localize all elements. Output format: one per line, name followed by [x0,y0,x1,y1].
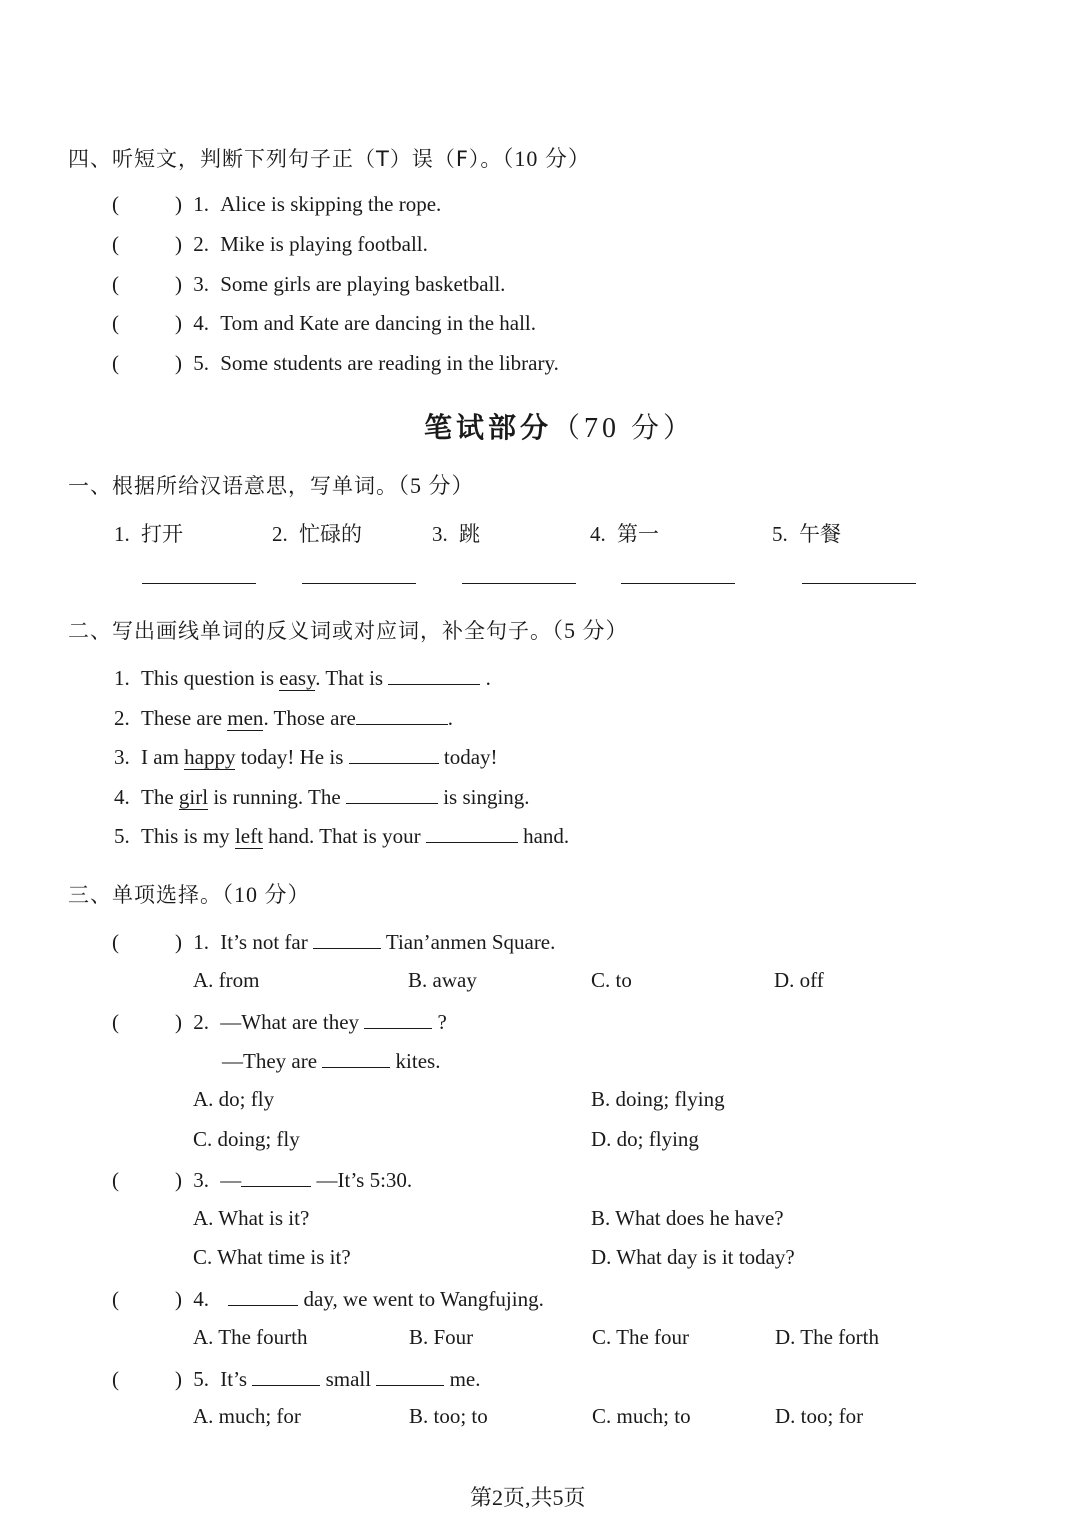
answer-line-4[interactable] [621,583,735,584]
sec1-heading-text: 一、根据所给汉语意思，写单词。 [68,474,398,498]
answer-paren-close: ) [175,311,182,335]
sentence-part: is singing. [437,785,530,809]
answer-paren-open: ( [112,351,119,375]
answer-blank[interactable] [313,928,381,949]
sentence-part: I am [141,745,185,769]
question-text: —They are [222,1049,323,1073]
item-text: Tom and Kate are dancing in the hall. [220,311,536,335]
answer-line-3[interactable] [462,583,576,584]
answer-blank[interactable] [388,664,480,685]
sentence-part: This is my [141,824,235,848]
sentence-part: . That is [315,666,389,690]
sec3-q3-option-c[interactable]: C. What time is it? [193,1245,351,1269]
sec3-q5-option-a[interactable]: A. much; for [193,1404,301,1428]
question-number: 2. [193,1010,209,1034]
part4-item-4 [112,311,536,336]
item-number: 4. [114,785,130,809]
sec1-item-2 [272,518,362,548]
item-number: 5. [114,824,130,848]
answer-paren-open: ( [112,192,119,216]
sec1-item-5 [772,518,841,548]
item-number: 3. [193,272,209,296]
underlined-word: easy [279,666,316,690]
sec1-heading [68,469,475,500]
written-section-title [424,406,695,446]
question-text: It’s not far [220,930,313,954]
sec2-item-5 [114,822,569,849]
part4-item-2 [112,232,428,257]
sec3-heading-text: 三、单项选择。 [68,883,222,907]
sec3-q3-option-b[interactable]: B. What does he have? [591,1206,784,1230]
answer-paren-close: ) [175,232,182,256]
answer-blank[interactable] [241,1166,311,1187]
question-number: 4. [193,1287,209,1311]
question-number: 1. [193,930,209,954]
sentence-part: is running. The [208,785,346,809]
sec1-item-1 [114,518,183,548]
question-number: 5. [193,1367,209,1391]
sec2-item-4 [114,783,530,810]
sec3-q5-option-d[interactable]: D. too; for [775,1404,864,1428]
item-number: 2. [114,706,130,730]
question-text: day, we went to Wangfujing. [298,1287,544,1311]
sec3-q3-option-a[interactable]: A. What is it? [193,1206,310,1230]
sec3-q2 [112,1008,447,1035]
answer-paren-close: ) [175,351,182,375]
sec3-q4-option-b[interactable]: B. Four [409,1325,474,1349]
sec3-q1-option-b[interactable]: B. away [408,968,477,992]
sec2-heading [68,614,629,645]
sec3-q5-option-b[interactable]: B. too; to [409,1404,488,1428]
sentence-part: This question is [141,666,280,690]
item-number: 2. [272,522,288,546]
answer-paren-open: ( [112,311,119,335]
answer-paren-open: ( [112,1367,119,1391]
answer-paren-close: ) [175,272,182,296]
sentence-part: . [480,666,491,690]
item-text: 忙碌的 [299,522,362,546]
question-text: ? [432,1010,447,1034]
question-text: —It’s 5:30. [311,1168,413,1192]
part4-item-3 [112,272,505,297]
item-text: 跳 [459,522,480,546]
part4-heading [68,142,591,173]
answer-paren-open: ( [112,1168,119,1192]
answer-paren-close: ) [175,930,182,954]
sec3-q1-option-d[interactable]: D. off [774,968,824,992]
item-number: 3. [114,745,130,769]
answer-blank[interactable] [252,1365,320,1386]
sentence-part: today! [438,745,498,769]
underlined-word: left [234,824,263,848]
sec2-item-2 [114,704,453,731]
item-number: 5. [772,522,788,546]
item-number: 2. [193,232,209,256]
answer-line-5[interactable] [802,583,916,584]
sentence-part: hand. That is your [262,824,426,848]
item-number: 4. [193,311,209,335]
sec3-q2-option-a[interactable]: A. do; fly [193,1087,275,1111]
question-text: Tian’anmen Square. [380,930,556,954]
sec1-item-4 [590,518,659,548]
answer-paren-close: ) [175,1010,182,1034]
sec3-q2-option-d[interactable]: D. do; flying [591,1127,699,1151]
written-title-text: 笔试部分 [424,411,553,444]
sentence-part: . Those are [263,706,356,730]
answer-paren-open: ( [112,1287,119,1311]
sec3-q4-option-c[interactable]: C. The four [592,1325,690,1349]
answer-paren-close: ) [175,1367,182,1391]
sec3-q5-option-c[interactable]: C. much; to [592,1404,691,1428]
item-text: Alice is skipping the rope. [220,192,442,216]
question-text: kites. [390,1049,441,1073]
answer-blank[interactable] [228,1285,298,1306]
item-text: Some girls are playing basketball. [220,272,506,296]
written-score: （70 分） [552,413,696,444]
item-number: 1. [114,666,130,690]
item-text: Mike is playing football. [220,232,428,256]
answer-paren-open: ( [112,272,119,296]
sec2-score: （5 分） [552,618,629,643]
answer-blank[interactable] [356,704,448,725]
answer-blank[interactable] [376,1365,444,1386]
sentence-part: The [141,785,179,809]
part4-heading-text: 四、听短文，判断下列句子正（T）误（F）。 [68,147,503,171]
part4-item-1 [112,192,441,217]
answer-blank[interactable] [426,822,518,843]
sec3-q2-option-b[interactable]: B. doing; flying [591,1087,725,1111]
item-text: 第一 [617,522,659,546]
item-number: 5. [193,351,209,375]
answer-paren-open: ( [112,1010,119,1034]
sec2-item-1 [114,664,491,691]
question-text: It’s [220,1367,253,1391]
answer-line-2[interactable] [302,583,416,584]
answer-paren-open: ( [112,930,119,954]
sentence-part: . [447,706,454,730]
sentence-part: hand. [517,824,570,848]
answer-blank[interactable] [364,1008,432,1029]
answer-blank[interactable] [349,743,439,764]
sec1-item-3 [432,518,480,548]
sec3-q2-option-c[interactable]: C. doing; fly [193,1127,300,1151]
question-text: me. [444,1367,481,1391]
item-number: 4. [590,522,606,546]
underlined-word: men [227,706,264,730]
question-text: —What are they [220,1010,365,1034]
sec3-q1 [112,928,555,955]
item-number: 1. [193,192,209,216]
sec2-item-3 [114,743,498,770]
answer-line-1[interactable] [142,583,256,584]
item-text: 午餐 [799,522,841,546]
sec3-score: （10 分） [222,882,311,907]
sec3-q3-option-d[interactable]: D. What day is it today? [591,1245,795,1269]
sec3-q5 [112,1365,481,1392]
sec3-q4-option-a[interactable]: A. The fourth [193,1325,308,1349]
sentence-part: These are [141,706,228,730]
item-text: 打开 [141,522,183,546]
part4-score: （10 分） [502,146,591,171]
sec3-q3 [112,1166,412,1193]
question-text: small [320,1367,377,1391]
page-footer: 第2页,共5页 [470,1485,586,1510]
answer-blank[interactable] [322,1047,390,1068]
sec2-heading-text: 二、写出画线单词的反义词或对应词，补全句子。 [68,619,552,643]
sec3-q1-option-a[interactable]: A. from [193,968,260,992]
item-text: Some students are reading in the library. [220,351,559,375]
answer-paren-close: ) [175,192,182,216]
sec3-q2-line2 [222,1047,440,1074]
answer-blank[interactable] [346,783,438,804]
sec3-q4-option-d[interactable]: D. The forth [775,1325,880,1349]
part4-item-5 [112,351,559,376]
answer-paren-close: ) [175,1287,182,1311]
answer-paren-close: ) [175,1168,182,1192]
question-number: 3. [193,1168,209,1192]
sec3-q4 [112,1285,544,1312]
underlined-word: girl [178,785,209,809]
sec3-q1-option-c[interactable]: C. to [591,968,632,992]
sec3-heading [68,878,311,909]
item-number: 3. [432,522,448,546]
answer-paren-open: ( [112,232,119,256]
sec1-score: （5 分） [398,473,475,498]
sentence-part: today! He is [235,745,349,769]
underlined-word: happy [184,745,236,769]
question-text: — [220,1168,242,1192]
item-number: 1. [114,522,130,546]
